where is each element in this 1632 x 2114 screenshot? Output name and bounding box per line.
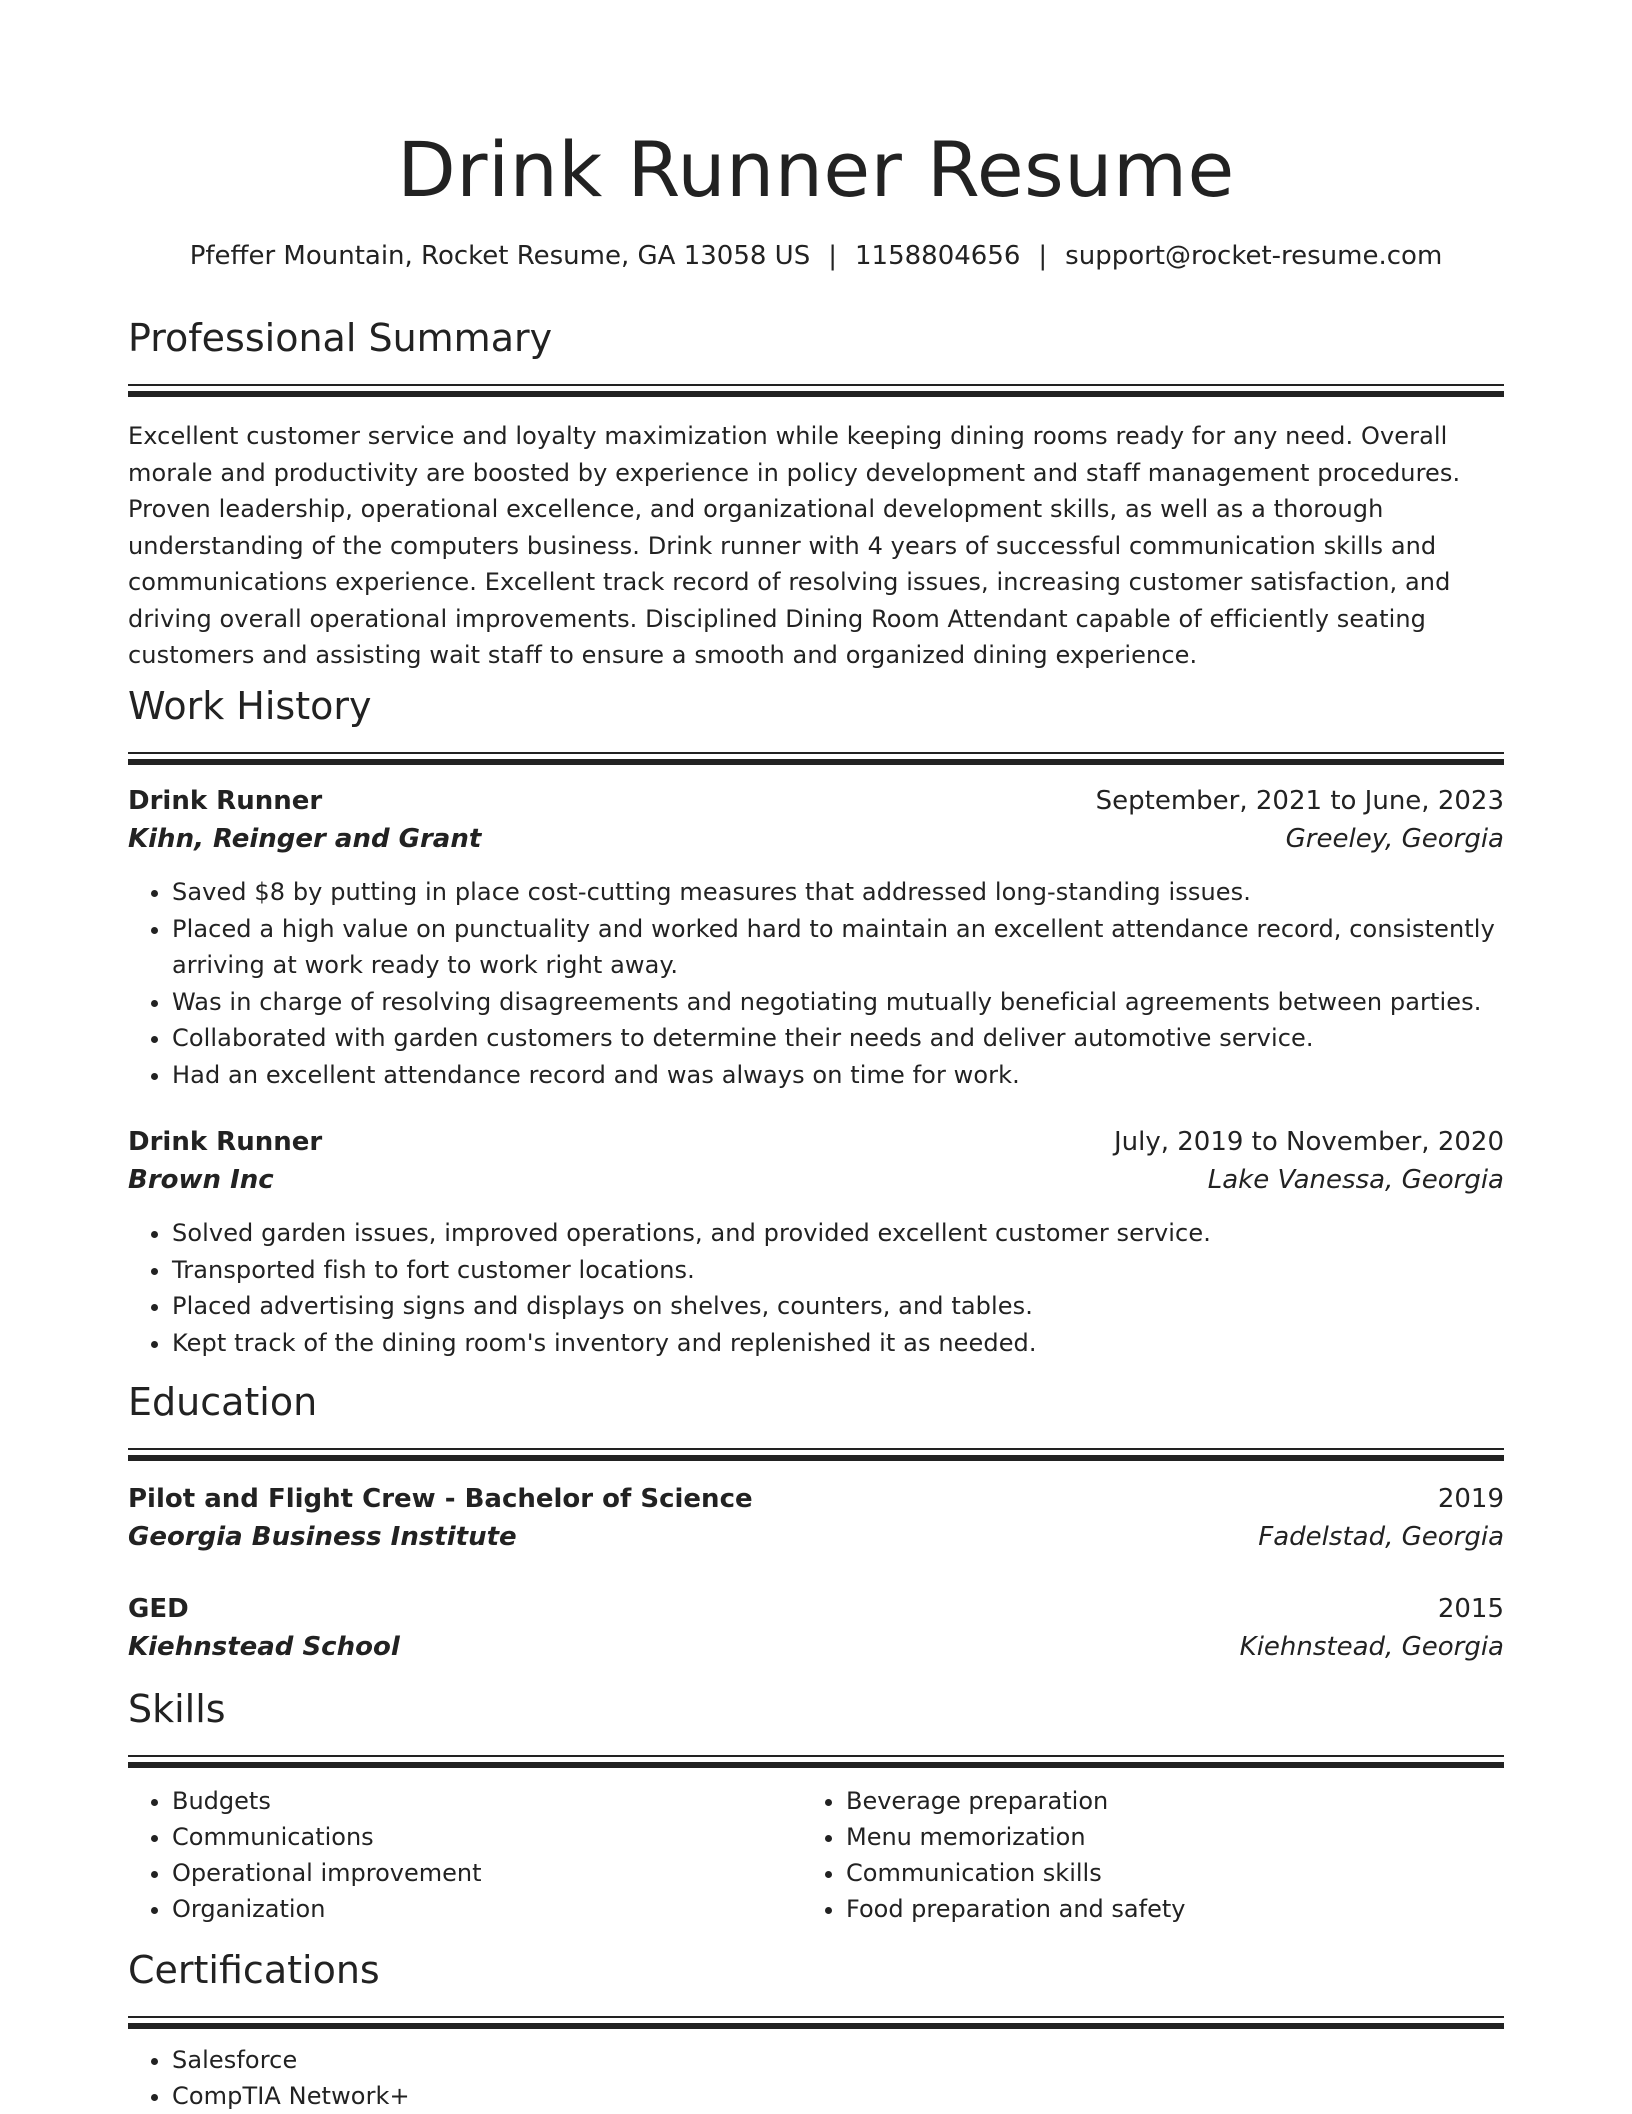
list-item: • Communications xyxy=(172,1819,802,1855)
job-title: Drink Runner xyxy=(128,786,323,816)
section-divider xyxy=(128,384,1504,398)
certifications-list xyxy=(128,2042,1504,2114)
graduation-year: 2019 xyxy=(1437,1484,1504,1514)
job-dates: July, 2019 to November, 2020 xyxy=(1113,1127,1504,1157)
job-entry xyxy=(128,782,1504,1093)
list-item: • Menu memorization xyxy=(846,1819,1476,1855)
list-item: • Placed advertising signs and displays on shelves, counters, and tables. xyxy=(172,1288,1504,1325)
education-section xyxy=(128,1376,1504,1666)
school-name: Georgia Business Institute xyxy=(128,1522,517,1552)
section-divider xyxy=(128,1448,1504,1462)
degree: Pilot and Flight Crew - Bachelor of Science xyxy=(128,1484,753,1514)
list-item: • Operational improvement xyxy=(172,1855,802,1891)
section-divider xyxy=(128,1755,1504,1769)
job-dates: September, 2021 to June, 2023 xyxy=(1095,786,1504,816)
education-entry xyxy=(128,1590,1504,1666)
section-title: Professional Summary xyxy=(128,316,553,360)
list-item: • Kept track of the dining room's inventory and replenished it as needed. xyxy=(172,1325,1504,1362)
list-item: • Salesforce xyxy=(172,2042,1504,2078)
job-bullets xyxy=(128,874,1504,1093)
job-title: Drink Runner xyxy=(128,1127,323,1157)
section-title: Skills xyxy=(128,1687,226,1731)
section-divider xyxy=(128,752,1504,766)
list-item: • Budgets xyxy=(172,1783,802,1819)
graduation-year: 2015 xyxy=(1437,1594,1504,1624)
address: Pfeffer Mountain, Rocket Resume, GA 13058 US xyxy=(189,241,811,271)
list-item: • Transported fish to fort customer locations. xyxy=(172,1252,1504,1289)
list-item: • Was in charge of resolving disagreements and negotiating mutually beneficial agreements between parties. xyxy=(172,984,1504,1021)
school-location: Kiehnstead, Georgia xyxy=(1239,1632,1504,1662)
section-title: Certifications xyxy=(128,1948,380,1992)
separator: | xyxy=(1038,241,1048,271)
email: support@rocket-resume.com xyxy=(1065,241,1443,271)
company-name: Kihn, Reinger and Grant xyxy=(128,824,482,854)
separator: | xyxy=(828,241,837,271)
list-item: • Collaborated with garden customers to determine their needs and deliver automotive service. xyxy=(172,1020,1504,1057)
summary-section xyxy=(128,312,1504,674)
section-title: Work History xyxy=(128,684,372,728)
skills-section xyxy=(128,1683,1504,1927)
list-item: • Communication skills xyxy=(846,1855,1476,1891)
resume-title: Drink Runner Resume xyxy=(397,125,1235,214)
certifications-section xyxy=(128,1944,1504,2114)
job-location: Greeley, Georgia xyxy=(1285,824,1504,854)
skills-columns xyxy=(128,1783,1504,1927)
job-entry xyxy=(128,1123,1504,1361)
list-item: • CompTIA Network+ xyxy=(172,2078,1504,2114)
section-title: Education xyxy=(128,1380,318,1424)
list-item: • Beverage preparation xyxy=(846,1783,1476,1819)
school-name: Kiehnstead School xyxy=(128,1632,400,1662)
list-item: • Placed a high value on punctuality and worked hard to maintain an excellent attendance record, consistently arriving at work ready to work right away. xyxy=(172,911,1504,984)
job-location: Lake Vanessa, Georgia xyxy=(1207,1165,1504,1195)
school-location: Fadelstad, Georgia xyxy=(1258,1522,1504,1552)
work-history-section xyxy=(128,680,1504,1361)
skills-list-left xyxy=(128,1783,802,1927)
skills-list-right xyxy=(802,1783,1476,1927)
job-bullets xyxy=(128,1215,1504,1361)
summary-text: Excellent customer service and loyalty maximization while keeping dining rooms ready for any need. Overall morale and productivity are boosted by experience in policy development and staff management procedures. Proven leadership, operational excellence, and organizational development skills, as well as a thorough understanding of the computers business. Drink runner with 4 years of successful communication skills and communications experience. Excellent track record of resolving issues, increasing customer satisfaction, and driving overall operational improvements. Disciplined Dining Room Attendant capable of efficiently seating customers and assisting wait staff to ensure a smooth and organized dining experience. xyxy=(128,422,1461,669)
list-item: • Food preparation and safety xyxy=(846,1891,1476,1927)
list-item: • Organization xyxy=(172,1891,802,1927)
degree: GED xyxy=(128,1594,189,1624)
list-item: • Solved garden issues, improved operations, and provided excellent customer service. xyxy=(172,1215,1504,1252)
list-item: • Had an excellent attendance record and was always on time for work. xyxy=(172,1057,1504,1094)
education-entry xyxy=(128,1480,1504,1556)
company-name: Brown Inc xyxy=(128,1165,274,1195)
phone: 1158804656 xyxy=(854,241,1021,271)
list-item: • Saved $8 by putting in place cost-cutting measures that addressed long-standing issues. xyxy=(172,874,1504,911)
section-divider xyxy=(128,2016,1504,2030)
contact-line xyxy=(128,236,1504,276)
